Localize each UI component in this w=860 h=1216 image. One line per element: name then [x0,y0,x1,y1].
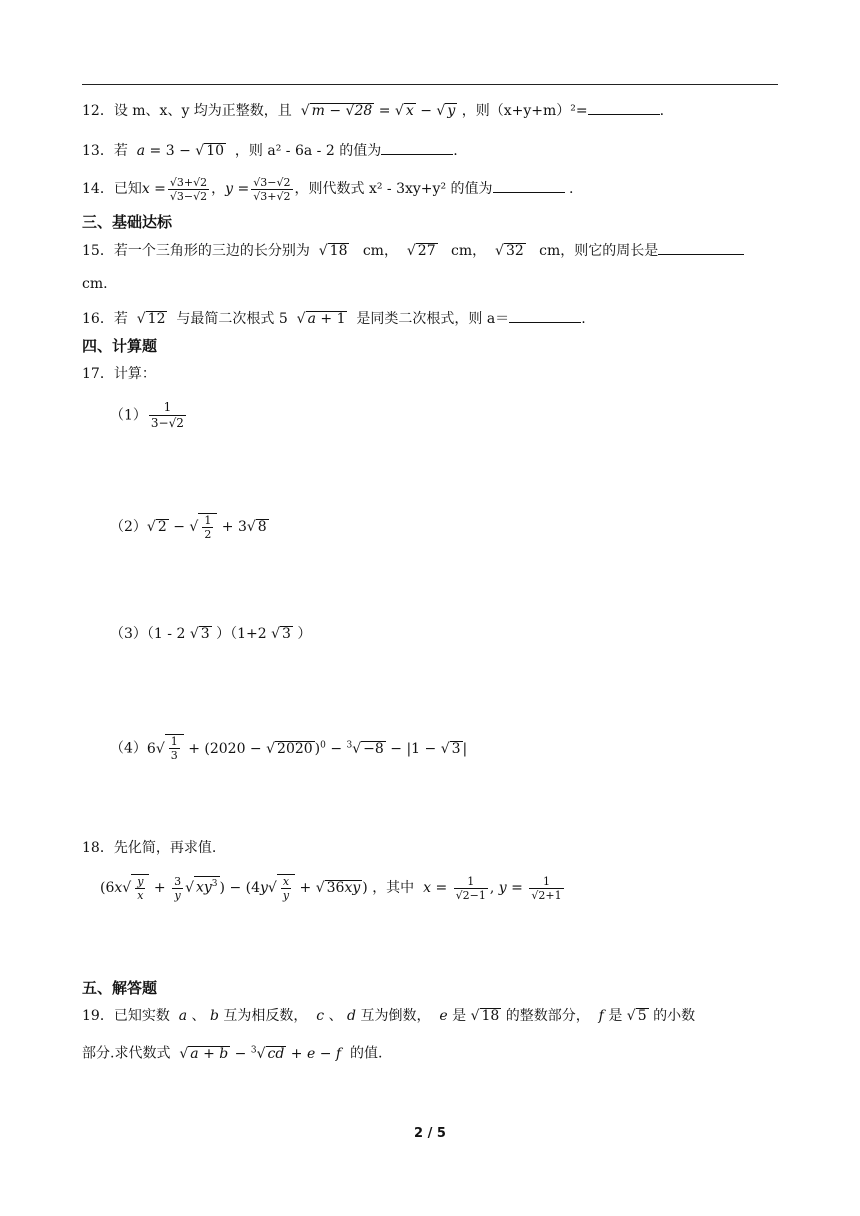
question-number: 14． [82,181,114,197]
question-text: 设 m、x、y 均为正整数，且 [113,103,292,119]
question-15 [82,240,744,261]
math-text: ） [297,626,312,642]
question-18 [82,838,216,858]
math-expression: 6√ $\frac{1}{3}$ + (2020 − √ 2020 )$^0$ − $^3$√ −8 − |1 − √ 3 | [146,735,468,763]
question-13 [82,140,458,161]
question-17-part-1 [110,400,188,431]
question-text: 的整数部分， [505,1008,590,1024]
math-expression: √ m − √28 = √ x − √ y [296,103,456,119]
question-number: 13． [82,143,114,159]
question-text: 是 [452,1008,467,1024]
answer-blank[interactable] [588,100,660,115]
question-text: 计算： [113,366,156,382]
question-19: 19．已知实数 a 、 b 互为相反数， c 、 d 互为倒数， e 是 √ 18 的整数部分， f 是 √ 5 的小数 [82,1008,696,1024]
question-text: ，则（x+y+m）²= [461,103,588,119]
answer-blank[interactable] [658,240,744,255]
math-expression: √ 32 [490,243,524,259]
question-number: 17． [82,366,114,382]
math-text: （1 - 2 [146,626,186,642]
math-expression: √ 12 [132,311,166,327]
math-expression: x = $\frac{1}{√2-1}$ , y = $\frac{1}{√2+1}$ [423,874,562,902]
section-heading: 三、基础达标 [82,213,173,231]
question-18-expression [100,870,566,906]
question-19-cont [82,1040,382,1064]
math-expression: a = 3 − √ 10 [136,143,225,159]
question-17-part-3 [110,624,311,644]
section-heading: 四、计算题 [82,337,158,355]
unit: cm， [450,243,487,259]
answer-blank[interactable] [509,308,581,323]
question-text: 先化简，再求值. [113,840,217,856]
question-text: 若 [113,143,128,159]
question-number: 15． [82,243,114,259]
math-expression: √ a + b − $^3$√ cd + e − f [174,1045,342,1062]
comma: ， [211,181,226,197]
math-expression: √ 3 [266,626,291,642]
question-text: cm，则它的周长是 [539,243,659,259]
unit: cm， [362,243,398,259]
question-text: 若 [113,311,128,327]
page-number: 2 / 5 [414,1126,446,1141]
question-text: 、 [191,1008,206,1024]
math-text: ）（1+2 [216,626,267,642]
math-expression: √ 3 [185,626,210,642]
question-text: 已知 [113,181,142,197]
question-text: 、 [328,1008,343,1024]
question-14 [82,172,573,206]
question-text: 若一个三角形的三边的长分别为 [113,243,310,259]
math-expression: (6x√ $\frac{y}{x}$ + $\frac{3}{y}$ √ $xy^3$ ) − (4y√ $\frac{x}{y}$ + √ 36xy ) [100,874,368,902]
part-label: （1） [110,407,147,424]
question-text: 部分.求代数式 [82,1045,171,1062]
question-text: 的小数 [653,1008,696,1024]
section-heading: 五、解答题 [82,979,158,997]
math-expression: √ 2 − √ $\frac{1}{2}$ + 3√ 8 [146,513,267,541]
part-label: （2） [110,519,147,535]
question-text: 互为相反数， [223,1008,308,1024]
question-number: 12． [82,103,114,119]
period: . [453,143,458,159]
math-expression: √ 18 [314,243,348,259]
question-text: 的值. [350,1045,383,1062]
math-expression: √ a + 1 [292,311,346,327]
part-label: （4） [110,740,147,757]
question-12 [82,100,664,121]
math-expression: x = $\frac{√3+√2}{√3-√2}$ [141,175,208,203]
question-number: 19． [82,1008,114,1024]
question-text: 互为倒数， [360,1008,431,1024]
question-text: 是同类二次根式，则 a＝ [356,311,510,327]
question-17 [82,364,156,384]
question-15-cont: cm. [82,276,108,292]
question-17-part-2 [110,512,269,542]
answer-blank[interactable] [381,140,453,155]
question-text: 是 [608,1008,623,1024]
answer-blank[interactable] [493,178,565,193]
question-text: ，则代数式 x² - 3xy+y² 的值为 [294,181,493,197]
question-17-part-4 [110,728,467,766]
question-text: 与最简二次根式 5 [176,311,288,327]
question-text: ，其中 [372,880,415,896]
period: . [568,181,574,197]
math-expression: √ 27 [402,243,436,259]
question-text: ，则 a² - 6a - 2 的值为 [234,143,382,159]
math-expression: $\frac{1}{3-√2}$ [150,400,184,430]
question-number: 16． [82,311,114,327]
period: . [659,103,665,119]
math-expression: y = $\frac{√3-√2}{√3+√2}$ [225,175,291,203]
question-text: 已知实数 [113,1008,170,1024]
question-number: 18． [82,840,114,856]
question-16 [82,308,586,329]
header-rule [82,84,778,85]
period: . [581,311,586,327]
part-label: （3） [110,626,147,642]
